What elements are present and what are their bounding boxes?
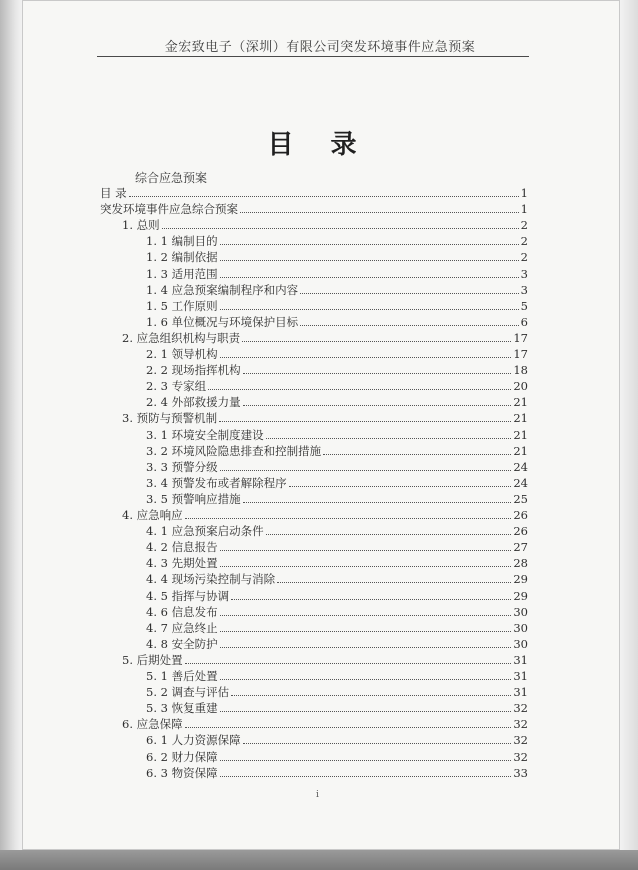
toc-entry-page: 32	[513, 733, 528, 747]
toc-entry-label: 5. 3 恢复重建	[146, 701, 218, 715]
toc-entry	[146, 685, 528, 699]
toc-entry	[146, 669, 528, 683]
toc-entry	[122, 653, 528, 667]
toc-entry-page: 20	[513, 379, 528, 393]
toc-entry	[146, 444, 528, 458]
toc-entry	[146, 572, 528, 586]
toc-entry-page: 30	[513, 637, 528, 651]
toc-entry-label: 1. 5 工作原则	[146, 299, 218, 313]
toc-entry	[146, 395, 528, 409]
toc-entry-page: 31	[513, 685, 528, 699]
toc-entry-page: 17	[513, 347, 528, 361]
toc-entry-label: 6. 1 人力资源保障	[146, 733, 241, 747]
toc-entry-label: 2. 1 领导机构	[146, 347, 218, 361]
dot-leader	[231, 599, 511, 600]
dot-leader	[300, 325, 519, 326]
toc-entry-label: 5. 1 善后处置	[146, 669, 218, 683]
toc-entry	[146, 267, 528, 281]
toc-entry-page: 24	[513, 476, 528, 490]
dot-leader	[220, 244, 519, 245]
dot-leader	[220, 470, 512, 471]
dot-leader	[220, 711, 512, 712]
toc-entry-label: 2. 4 外部救援力量	[146, 395, 241, 409]
toc-entry	[146, 460, 528, 474]
toc-entry-page: 29	[513, 589, 528, 603]
dot-leader	[220, 566, 512, 567]
dot-leader	[289, 486, 512, 487]
dot-leader	[219, 421, 511, 422]
toc-entry-label: 1. 总则	[122, 218, 160, 232]
toc-entry-label: 4. 1 应急预案启动条件	[146, 524, 264, 538]
toc-entry	[146, 379, 528, 393]
toc-entry-page: 30	[513, 605, 528, 619]
toc-entry	[146, 347, 528, 361]
dot-leader	[266, 534, 512, 535]
dot-leader	[129, 196, 519, 197]
dot-leader	[162, 228, 519, 229]
toc-entry	[100, 202, 528, 216]
toc-entry	[146, 476, 528, 490]
dot-leader	[220, 357, 512, 358]
section-subtitle: 综合应急预案	[135, 171, 208, 185]
toc-entry	[146, 621, 528, 635]
toc-entry	[146, 589, 528, 603]
toc-entry-page: 32	[513, 701, 528, 715]
toc-entry-page: 3	[520, 267, 528, 281]
dot-leader	[220, 309, 519, 310]
toc-entry	[100, 186, 528, 200]
toc-entry-label: 3. 预防与预警机制	[122, 411, 218, 425]
toc-entry-label: 目 录	[100, 186, 127, 200]
toc-entry-label: 1. 3 适用范围	[146, 267, 218, 281]
dot-leader	[220, 615, 512, 616]
toc-entry-label: 4. 应急响应	[122, 508, 183, 522]
toc-entry-label: 5. 2 调查与评估	[146, 685, 230, 699]
toc-entry-page: 21	[513, 428, 528, 442]
toc-entry	[146, 299, 528, 313]
toc-entry	[146, 492, 528, 506]
toc-entry-page: 5	[520, 299, 528, 313]
toc-entry-page: 30	[513, 621, 528, 635]
dot-leader	[231, 695, 511, 696]
toc-entry-label: 4. 8 安全防护	[146, 637, 218, 651]
toc-entry	[146, 283, 528, 297]
dot-leader	[185, 663, 512, 664]
scan-bottom-edge	[0, 850, 638, 870]
toc-entry-page: 1	[520, 202, 528, 216]
dot-leader	[323, 454, 511, 455]
toc-entry-page: 31	[513, 653, 528, 667]
toc-entry-label: 4. 7 应急终止	[146, 621, 218, 635]
toc-entry	[122, 508, 528, 522]
dot-leader	[220, 760, 512, 761]
toc-entry	[122, 717, 528, 731]
toc-entry-label: 3. 4 预警发布或者解除程序	[146, 476, 287, 490]
dot-leader	[220, 631, 512, 632]
toc-entry	[146, 234, 528, 248]
toc-entry-label: 4. 2 信息报告	[146, 540, 218, 554]
toc-entry-label: 突发环境事件应急综合预案	[100, 202, 238, 216]
toc-entry-page: 25	[513, 492, 528, 506]
page-number: i	[316, 790, 319, 800]
toc-entry-page: 6	[520, 315, 528, 329]
toc-entry	[146, 363, 528, 377]
toc-entry-label: 6. 应急保障	[122, 717, 183, 731]
dot-leader	[243, 373, 512, 374]
toc-entry-page: 2	[520, 250, 528, 264]
toc-entry-page: 26	[513, 508, 528, 522]
toc-entry-page: 29	[513, 572, 528, 586]
toc-entry-label: 2. 3 专家组	[146, 379, 207, 393]
toc-entry-page: 27	[513, 540, 528, 554]
toc-entry-page: 31	[513, 669, 528, 683]
toc-entry-label: 3. 3 预警分级	[146, 460, 218, 474]
toc-entry-page: 3	[520, 283, 528, 297]
toc-entry-label: 4. 4 现场污染控制与消除	[146, 572, 276, 586]
dot-leader	[185, 518, 512, 519]
dot-leader	[185, 727, 512, 728]
toc-entry-label: 2. 2 现场指挥机构	[146, 363, 241, 377]
toc-entry	[146, 315, 528, 329]
dot-leader	[220, 277, 519, 278]
dot-leader	[220, 550, 512, 551]
toc-entry	[146, 556, 528, 570]
toc-entry-label: 4. 3 先期处置	[146, 556, 218, 570]
toc-entry	[146, 428, 528, 442]
dot-leader	[240, 212, 519, 213]
toc-entry-label: 3. 2 环境风险隐患排查和控制措施	[146, 444, 322, 458]
toc-entry	[146, 701, 528, 715]
toc-entry-page: 1	[520, 186, 528, 200]
toc-entry-page: 2	[520, 234, 528, 248]
toc-entry-page: 18	[513, 363, 528, 377]
toc-entry	[146, 524, 528, 538]
toc-entry	[146, 250, 528, 264]
toc-entry-page: 28	[513, 556, 528, 570]
toc-entry	[122, 411, 528, 425]
toc-entry-page: 24	[513, 460, 528, 474]
dot-leader	[242, 341, 511, 342]
dot-leader	[208, 389, 511, 390]
dot-leader	[300, 293, 519, 294]
toc-entry-page: 32	[513, 717, 528, 731]
toc-entry-label: 1. 1 编制目的	[146, 234, 218, 248]
toc-entry-page: 26	[513, 524, 528, 538]
toc-entry-label: 6. 3 物资保障	[146, 766, 218, 780]
toc-entry-page: 2	[520, 218, 528, 232]
dot-leader	[243, 743, 512, 744]
toc-entry	[146, 750, 528, 764]
page-title: 目 录	[267, 130, 371, 160]
toc-entry-label: 3. 1 环境安全制度建设	[146, 428, 264, 442]
toc-entry-label: 1. 6 单位概况与环境保护目标	[146, 315, 299, 329]
toc-entry-page: 21	[513, 411, 528, 425]
toc-entry-page: 17	[513, 331, 528, 345]
toc-entry-label: 3. 5 预警响应措施	[146, 492, 241, 506]
toc-entry	[122, 218, 528, 232]
dot-leader	[277, 582, 511, 583]
toc-entry	[146, 766, 528, 780]
dot-leader	[220, 647, 512, 648]
dot-leader	[220, 260, 519, 261]
toc-entry	[146, 605, 528, 619]
running-header: 金宏致电子（深圳）有限公司突发环境事件应急预案	[164, 40, 476, 55]
toc-entry	[122, 331, 528, 345]
toc-entry-label: 6. 2 财力保障	[146, 750, 218, 764]
toc-entry-page: 32	[513, 750, 528, 764]
toc-entry	[146, 540, 528, 554]
toc-entry-label: 4. 6 信息发布	[146, 605, 218, 619]
toc-entry	[146, 637, 528, 651]
toc-entry-page: 33	[513, 766, 528, 780]
toc-entry-label: 2. 应急组织机构与职责	[122, 331, 241, 345]
toc-entry	[146, 733, 528, 747]
toc-entry-page: 21	[513, 395, 528, 409]
toc-entry-label: 4. 5 指挥与协调	[146, 589, 230, 603]
dot-leader	[220, 679, 512, 680]
dot-leader	[220, 776, 512, 777]
toc-entry-label: 1. 4 应急预案编制程序和内容	[146, 283, 299, 297]
dot-leader	[243, 502, 512, 503]
toc-entry-label: 1. 2 编制依据	[146, 250, 218, 264]
dot-leader	[243, 405, 512, 406]
toc-entry-page: 21	[513, 444, 528, 458]
dot-leader	[266, 438, 512, 439]
toc-entry-label: 5. 后期处置	[122, 653, 183, 667]
